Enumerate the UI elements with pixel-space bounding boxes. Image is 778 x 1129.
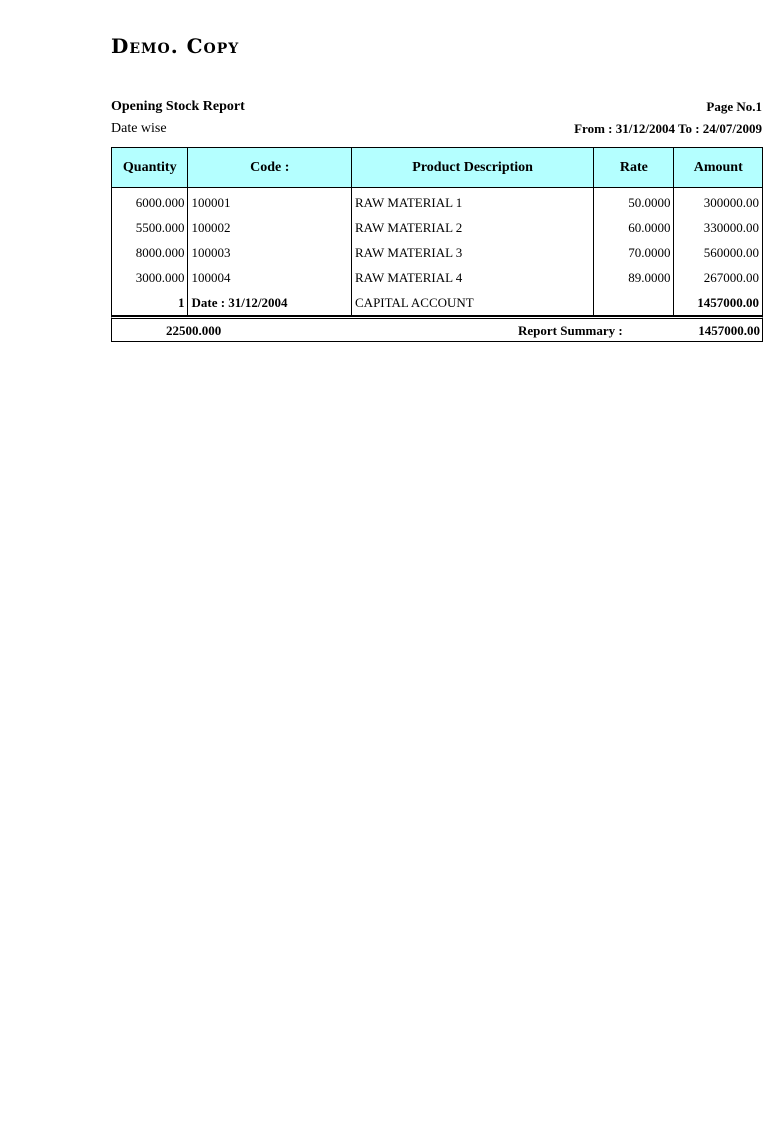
cell-rate: 50.0000	[594, 188, 674, 216]
group-date: Date : 31/12/2004	[188, 290, 352, 316]
group-amount: 1457000.00	[674, 290, 763, 316]
cell-code: 100001	[188, 188, 352, 216]
page-number: Page No.1	[706, 99, 762, 114]
cell-amount: 330000.00	[674, 215, 763, 240]
report-subtitle: Date wise	[111, 121, 167, 136]
cell-amount: 560000.00	[674, 240, 763, 265]
summary-total-amount: 1457000.00	[698, 323, 760, 338]
cell-description: RAW MATERIAL 4	[352, 265, 594, 290]
cell-rate: 70.0000	[594, 240, 674, 265]
column-header-amount: Amount	[674, 148, 763, 188]
table-row	[112, 265, 763, 290]
summary-total-quantity: 22500.000	[166, 323, 222, 338]
cell-rate: 60.0000	[594, 215, 674, 240]
column-header-quantity: Quantity	[112, 148, 188, 188]
group-total-row	[112, 290, 763, 316]
group-account: CAPITAL ACCOUNT	[352, 290, 594, 316]
cell-code: 100002	[188, 215, 352, 240]
group-rate-empty	[594, 290, 674, 316]
cell-description: RAW MATERIAL 1	[352, 188, 594, 216]
cell-quantity: 6000.000	[112, 188, 188, 216]
table-row	[112, 215, 763, 240]
cell-description: RAW MATERIAL 3	[352, 240, 594, 265]
column-header-rate: Rate	[594, 148, 674, 188]
report-title: Opening Stock Report	[111, 99, 245, 114]
table-row	[112, 240, 763, 265]
date-range: From : 31/12/2004 To : 24/07/2009	[574, 121, 762, 136]
cell-amount: 300000.00	[674, 188, 763, 216]
summary-label: Report Summary :	[518, 323, 623, 338]
table-header-row	[112, 148, 763, 188]
column-header-code: Code :	[188, 148, 352, 188]
report-summary	[111, 316, 763, 342]
cell-code: 100004	[188, 265, 352, 290]
cell-rate: 89.0000	[594, 265, 674, 290]
table-row	[112, 188, 763, 216]
cell-description: RAW MATERIAL 2	[352, 215, 594, 240]
cell-amount: 267000.00	[674, 265, 763, 290]
demo-copy-title: Demo. Copy	[111, 34, 240, 58]
stock-table	[111, 147, 763, 316]
cell-quantity: 5500.000	[112, 215, 188, 240]
group-count: 1	[112, 290, 188, 316]
cell-quantity: 8000.000	[112, 240, 188, 265]
cell-code: 100003	[188, 240, 352, 265]
column-header-description: Product Description	[352, 148, 594, 188]
cell-quantity: 3000.000	[112, 265, 188, 290]
